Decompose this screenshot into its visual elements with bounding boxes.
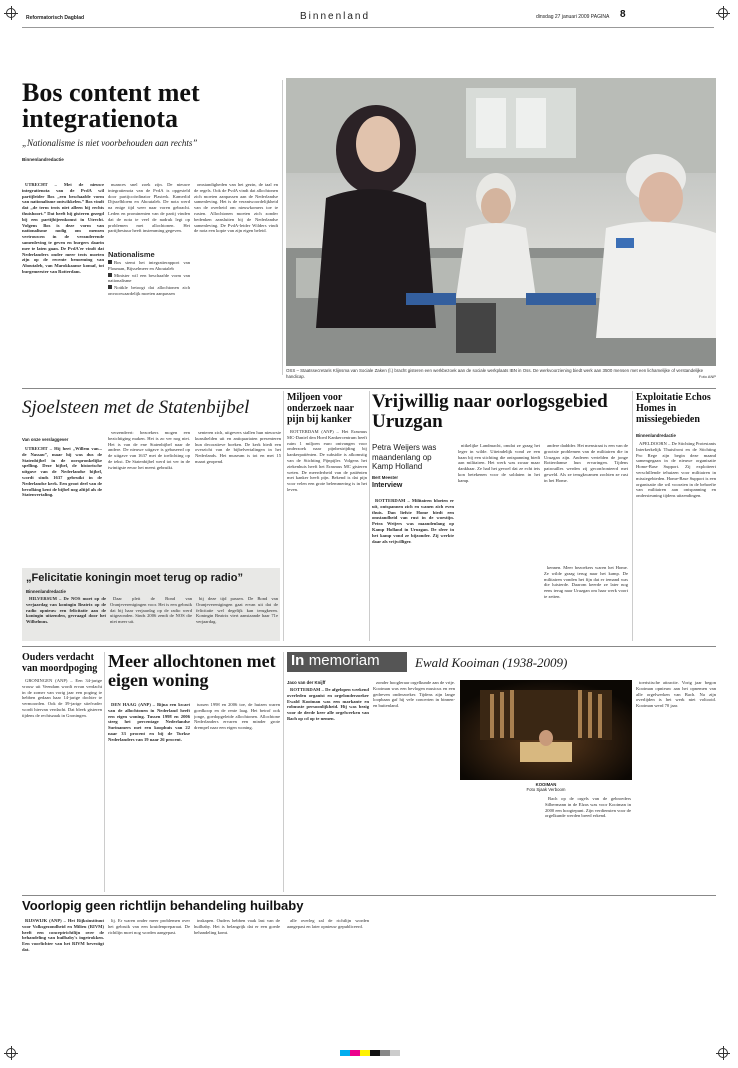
- memoriam-header: [287, 652, 717, 674]
- section-title: Binnenland: [300, 11, 371, 22]
- memoriam-caption: [460, 782, 632, 792]
- lead-body-text: omstandigheden van het gezin, de taal en de regels. Ook de PvdA vindt dat allochtonen zich moeten aanpassen aan de Nederlandse samenleving. Het is de verantwoordelijkheid van de overheid om nieuwkomers toe te rusten. Allochtonen moeten zich zonder bedenken aansluiten bij de Nederlandse samenleving. De PvdA-leider Wilders vindt de nota een kopie van zijn eigen beleid.: [194, 182, 278, 234]
- echos-headline: Exploitatie Echos Homes in missiegebieden: [636, 392, 711, 425]
- bible-article: [22, 391, 280, 427]
- bible-byline: Van onze verslaggever: [22, 437, 69, 442]
- color-swatch: [350, 1050, 360, 1056]
- section-rule: [22, 388, 716, 389]
- radio-col-3: bij deze tijd passen. De Bond van Oranjeverenigingen gaat ervan uit dat de felicitatie wel degelijk kan terugkeren. Koningin Beatrix viert aanstaande haar 71e verjaardag.: [196, 596, 278, 625]
- color-swatch: [360, 1050, 370, 1056]
- column-rule: [104, 652, 105, 892]
- memoriam-col-3: Bach op de orgels van de gebroeders Silbermann in de Elzas was voor Kooiman in 2000 een hoogtepunt. Zijn verdiensten voor de orgelkunde werden breed erkend.: [545, 796, 631, 819]
- uruzgan-byline: Bert Meester: [372, 474, 399, 480]
- uruzgan-headline: Vrijwillig naar oorlogsgebied Uruzgan: [372, 392, 608, 432]
- section-rule: [22, 646, 716, 647]
- photo-credit: Foto Sjaak Verboom: [526, 787, 566, 792]
- lead-col-2: [108, 182, 190, 372]
- hailbaby-col-2: lij. Er waren onder meer problemen over het gebruik van een kruidenpreparaat. De richtlijn moet nog worden aangepast.: [108, 918, 190, 935]
- housing-article: [108, 652, 280, 700]
- date-page: dinsdag 27 januari 2009 PAGINA: [536, 14, 610, 20]
- lead-body-text: nuances snel zoek zijn. De nieuwe integratienota van de PvdA is opgesteld door partijcoördinator Plasterk. Kamerlid Dijsselbloem en Aboutaleb. De nota werd na enige tijd weer naar voren gebracht. Leden en prominenten van de partij vinden dat de nota te veel de nadruk legt op problemen met allochtonen. Het partijbestuur heeft instemming gegeven.: [108, 182, 190, 234]
- radio-byline: Binnenlandredactie: [26, 589, 66, 594]
- bible-col-3: senteren zich, uitgevers stallen hun nieuwste kunsthelden uit en antiquariaten presenteren hun decoratieve boeken. De kerk biedt een overzicht van de bijbelvertalingen in het Nederlands. Het museum is tot en met 15 maart geopend.: [195, 430, 281, 464]
- bullet-icon: [108, 260, 112, 264]
- registration-mark-icon: [6, 8, 16, 18]
- housing-col-1: DEN HAAG (ANP) – Bijna een kwart van de allochtonen in Nederland heeft een eigen woning. Tussen 1998 en 2006 steeg het percentage Nederlandse Surinamers met een koophuis van 22 naar 33 procent en bij de Turkse Nederlanders van 19 naar 26 procent.: [108, 702, 190, 742]
- caption-name: KOOIMAN: [535, 782, 557, 787]
- registration-mark-icon: [6, 1048, 16, 1058]
- page-number: 8: [620, 9, 626, 20]
- list-item: Bos stemt het integratierapport van Plouman, Bijsselmeer en Aboutaleb: [108, 259, 190, 271]
- list-item: Nottkle betoogt dat allochtonen zich onvoorwaardelijk moeten aanpassen: [108, 285, 190, 296]
- section-rule: [22, 895, 716, 896]
- color-swatch: [340, 1050, 350, 1056]
- uruzgan-col-1: ROTTERDAM – Militairen bloeien er uit, ontspannen zich en wanen zich even thuis. Dan liefste Home biedt een omstandheid van rust in de woestijn. Petra Weijers was maandenlang op Kamp Holland in Uruzgan. De sfeer in het kamp vond ze bijzonder. Zij werkte daar als vrijwilliger.: [372, 498, 454, 544]
- uruzgan-col-2: nitkelijke Landmacht, omdat ze graag het leger in wilde. Uiteindelijk vond ze een baan bij een stichting die ontspanning biedt aan militairen. Het werk was zwaar maar dankbaar. Ze had het gevoel dat ze echt iets kon betekenen voor de soldaten in het kamp.: [458, 443, 540, 483]
- hailbaby-col-3: inskapen. Ouders hebben vaak last van de huilbaby. Het is belangrijk dat er een goede behandeling komt.: [194, 918, 280, 935]
- memoriam-col-1: ROTTERDAM – De afgelopen weekend overleden organist en orgelonderzoeker Ewald Kooiman was een markante en robuuste persoonlijkheid. Hij was bezig voor de derde keer alle orgelwerken van Bach op cd op te nemen.: [287, 687, 369, 721]
- echos-body: APELDOORN – De Stichting Protestants Interkerkelijk Thuisfront en de Stichting Pro Rege zijn begin deze maand samengegaan in de nieuwe organisatie Home-Base Support. Zij exploiteert verschillende tehuizen voor militairen in missiegebieden. Home-Base Support is een organisatie die wil voorzien in de behoefte van militairen aan ontspanning en ondersteuning tijdens uitzendingen.: [636, 441, 716, 499]
- housing-headline: Meer allochtonen met eigen woning: [108, 652, 276, 690]
- lead-body-text: UTRECHT – Met de nieuwe integratienota van de PvdA wil partijleider Bos „een beschaafde vorm van nationalisme ontwikkelen.” Bos vindt dat „de term trots niet alleen bij rechts thuishoort.” Dat heeft hij gisteren gezegd bij een partijbijeenkomst in Utrecht. Volgens Bos is deze vorm van nationalisme nodig om mensen vertrouwen in de veranderende samenleving te geven en burgers daarin mee te laten gaan. De PvdA'er vindt dat Nederlanders onder meer trots moeten zijn op de recente benoeming van Aboutaleb, van Marokkaanse komaf, tot burgemeester van Rotterdam.: [22, 182, 104, 274]
- hailbaby-col-4: alle overleg zal de richtlijn worden aangepast en later opnieuw gepubliceerd.: [287, 918, 369, 929]
- lead-box-bullets: [108, 260, 190, 297]
- color-swatch: [390, 1050, 400, 1056]
- parents-headline: Ouders verdacht van moordpoging: [22, 652, 98, 674]
- uruzgan-label: Interview: [372, 481, 403, 489]
- memoriam-byline: Jaco van der Knijff: [287, 680, 326, 685]
- cancer-article: [287, 392, 367, 642]
- list-item: Minister wil een beschaafde vorm van nationalisme: [108, 272, 190, 284]
- uruzgan-col-3: andere daddder. Het menstraat is een van de grootste problemen van de militairen die in Uruzgan zijn. Anderen vertelden de jonge Rotterdamse hun ervaringen. Tijdens patrouilles werden zij geconfronteerd met geweld. Als ze terugkwamen zochten ze rust in het Home.: [544, 443, 628, 483]
- uruzgan-intro: Petra Weijers was maandenlang op Kamp Holland: [372, 443, 437, 471]
- memoriam-photo: [460, 680, 632, 780]
- memoriam-col-4: toeristische attractie. Vorig jaar begon Kooiman opnieuw aan het opnemen van alle orgelwerken van Bach. Na zijn overlijden is het werk niet voltooid. Kooiman werd 70 jaar.: [636, 680, 716, 709]
- radio-col-2: Daar pleit de Bond van Oranjeverenigingen voor. Het is een gebruik dat bij haar verjaardag op de radio werd uitgezonden. Sinds 2006 zendt de NOS die niet meer uit.: [110, 596, 192, 625]
- echos-article: [636, 392, 716, 642]
- bible-headline: Sjoelsteen met de Statenbijbel: [22, 397, 250, 418]
- uruzgan-article: [372, 392, 632, 442]
- hailbaby-col-1: RIJSWIJK (ANP) – Het Rijksinstituut voor Volksgezondheid en Milieu (RIVM) heeft een conceptrichtlijn over de behandeling van huilbaby's ingetrokken. Een voorlichter van het RIVM bevestigt dat.: [22, 918, 104, 952]
- bible-col-1: UTRECHT – Hij heet „Willem van... de Nassau”, maar hij was dus de Statenbijbel in de oorspronkelijke spelling. Deze bijbel, de historische uitgave van de Nederlandse bijbel, wordt sinds 1637 gebruikt in de Nederlandse kerk. Een groot deel van de bevolking kent de bijbel nog altijd als de Statenvertaling.: [22, 446, 102, 498]
- registration-mark-icon: [718, 1048, 728, 1058]
- lead-box-title: Nationalisme: [108, 250, 155, 260]
- lead-col-3: [194, 182, 278, 372]
- memoriam-name: Ewald Kooiman (1938-2009): [415, 655, 568, 670]
- paper-name: Reformatorisch Dagblad: [26, 15, 85, 21]
- color-swatch: [380, 1050, 390, 1056]
- lead-headline: Bos content met integratienota: [22, 80, 200, 133]
- lead-subhead: „Nationalisme is niet voorbehouden aan rechts”: [22, 138, 198, 148]
- header-rule: [22, 27, 714, 28]
- parents-body: GRONINGEN (ANP) – Een 34-jarige vrouw uit Veendam wordt ervan verdacht in de zomer van vorig jaar een poging te hebben gedaan haar 14-jarige dochter te vermoorden. Ook de 39-jarige stiefvader wordt hiervan verdacht. Dat bleek gisteren tijdens de rechtszaak in Groningen.: [22, 678, 102, 718]
- lead-photo: [286, 78, 716, 366]
- bullet-icon: [108, 285, 112, 289]
- parents-article: [22, 652, 102, 892]
- lead-byline: Binnenlandredactie: [22, 157, 64, 162]
- radio-headline: „Felicitatie koningin moet terug op radio”: [26, 572, 243, 584]
- bible-col-2: verzendeert: bezoekers mogen een bezichtiging maken. Het is zo ver nog niet. Het is van de ene Statenbijbel naar de andere. De nieuwe uitgave is gebaseerd op de uitgave van 1637 met de toelichting op de tekst. De Statenbijbel werd tot ver in de twintigste eeuw het meest gebruikt.: [108, 430, 190, 470]
- bullet-icon: [108, 273, 112, 277]
- cancer-headline: Miljoen voor onderzoek naar pijn bij kanker: [287, 392, 354, 425]
- factory-scene: [286, 78, 716, 366]
- registration-mark-icon: [718, 8, 728, 18]
- memoriam-label: In memoriam: [287, 652, 407, 672]
- housing-col-2: tussen 1998 en 2006 toe, de huizen waren goedkoop en de rente laag. Het betrof ook jonge, goedopgeleide allochtonen. Allochtone Nederlanders ervaren een minder grote drempel naar een eigen woning.: [194, 702, 280, 731]
- column-rule: [632, 391, 633, 641]
- photo-credit: Foto ANP: [698, 373, 716, 379]
- cancer-body: ROTTERDAM (ANP) – Het Erasmus MC-Daniel den Hoed Kankercentrum heeft ruim 1 miljoen euro ontvangen voor onderzoek naar pijnbestrijding bij kankerpatiënten. De subsidie is afkomstig van de Stichting Pijnpijler. Volgens het ziekenhuis heeft het Erasmus MC gisteren weten. De meerderheid van de patiënten met kanker heeft pijn. Bekend is dat pijn voor velen een grote belemmering is in het leven.: [287, 429, 367, 492]
- lead-caption: OSS – Staatssecretaris Klijnsma van Sociale Zaken (l.) bracht gisteren een werkbezoek aan de sociale werkplaats IBN in Oss. De werkvoorziening biedt werk aan 3500 mensen met een lichamelijke of verstandelijke handicap. Foto ANP: [286, 368, 716, 379]
- color-bar: [340, 1050, 400, 1056]
- column-rule: [283, 652, 284, 892]
- column-rule: [282, 80, 283, 375]
- radio-col-1: HILVERSUM – De NOS moet op de verjaardag van koningin Beatrix op de radio opnieuw een felicitatie aan de koningin uitzenden, gevraagd door het Wilhelmus.: [26, 596, 106, 625]
- hailbaby-article: [22, 898, 622, 918]
- uruzgan-col-4: kennen. Meer bezoekers waren het Home. Ze wilde graag terug naar het kamp. De militairen vonden het fijn dat er iemand was die luisterde. Daarom keerde ze later nog eens terug naar Uruzgan om haar werk voort te zetten.: [544, 565, 628, 599]
- color-swatch: [370, 1050, 380, 1056]
- lead-col-1: [22, 182, 104, 372]
- page-header: [0, 0, 738, 34]
- memoriam-col-2b: [460, 796, 542, 892]
- uruzgan-intro-block: [372, 443, 454, 503]
- hailbaby-headline: Voorlopig geen richtlijn behandeling huilbaby: [22, 898, 304, 913]
- column-rule: [283, 391, 284, 641]
- memoriam-col-2: zonder hoogleraar orgelkunde aan de vrije. Kooiman was een bevlogen musicus en een gedreven onderzoeker. Tijdens zijn lange loopbaan gaf hij vele concerten in binnen- en buitenland.: [373, 680, 455, 709]
- column-rule: [369, 391, 370, 641]
- echos-byline: Binnenlandredactie: [636, 433, 676, 438]
